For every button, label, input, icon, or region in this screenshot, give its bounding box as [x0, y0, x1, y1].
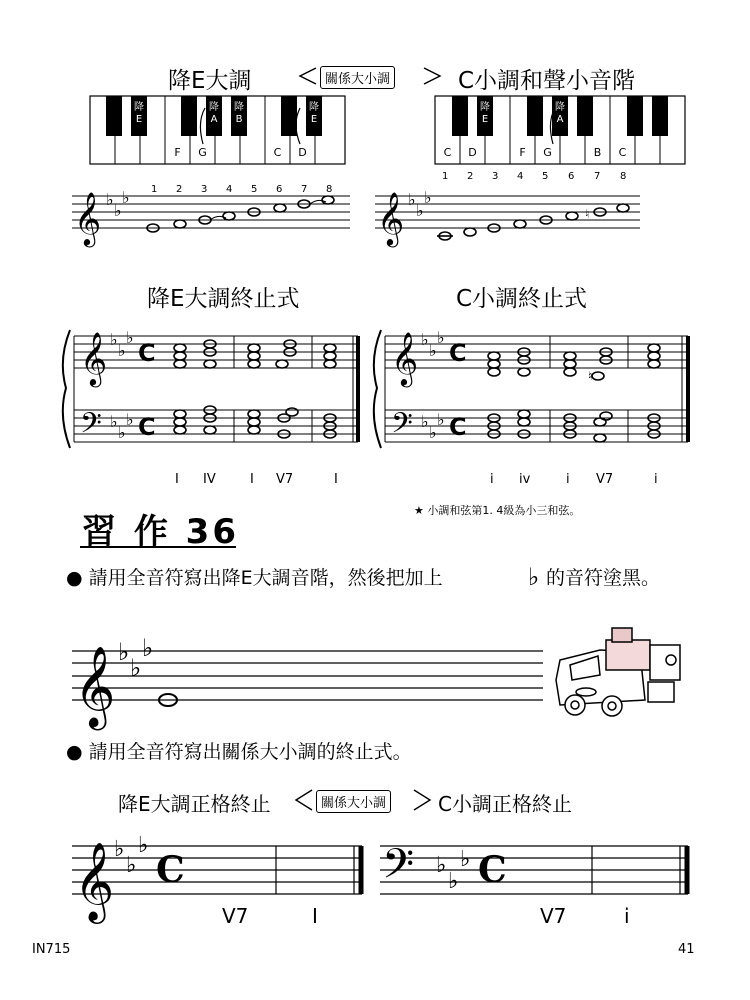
subtitle-c-authentic: C小調正格終止: [438, 792, 572, 816]
roman-right-2: iv: [519, 472, 531, 487]
svg-text:C: C: [138, 339, 156, 367]
relation-tag-top: 關係大小調: [320, 66, 395, 89]
ex-roman-left-2: I: [312, 904, 318, 928]
ex-roman-right-2: i: [624, 904, 630, 928]
exercise-title: 習 作 36: [82, 512, 239, 552]
wk-label-f: F: [174, 146, 181, 159]
bk-label-eb2: 降 E: [309, 102, 319, 125]
scale-num-r5: 5: [542, 171, 549, 182]
scale-notes-right: [437, 204, 629, 240]
wk-r-label-g: G: [543, 146, 552, 159]
svg-text:𝄢: 𝄢: [80, 407, 102, 447]
svg-text:♭: ♭: [126, 328, 134, 347]
wk-r-label-c1: C: [443, 146, 452, 159]
svg-text:𝄢: 𝄢: [391, 407, 413, 447]
svg-text:C: C: [449, 413, 467, 441]
svg-text:♭: ♭: [436, 853, 447, 878]
scale-num-r8: 8: [620, 171, 627, 182]
svg-text:♭: ♭: [142, 634, 154, 662]
scale-num-r7: 7: [594, 171, 601, 182]
scale-num-r6: 6: [568, 171, 575, 182]
scale-num-l2: 2: [176, 184, 183, 195]
svg-text:C: C: [138, 413, 156, 441]
bk-label-bb: 降 B: [234, 102, 244, 125]
svg-text:C: C: [449, 339, 467, 367]
svg-text:C: C: [156, 849, 185, 891]
wk-r-label-d: D: [468, 146, 477, 159]
svg-text:♭: ♭: [421, 330, 429, 349]
bk-label-r-ab: 降 A: [555, 102, 565, 125]
instruction-1: ● 請用全音符寫出降E大調音階，然後把加上: [66, 567, 443, 589]
roman-left-1: I: [175, 472, 179, 487]
svg-text:♭: ♭: [437, 328, 445, 347]
svg-text:𝄞: 𝄞: [80, 331, 108, 385]
scale-num-l4: 4: [226, 184, 233, 195]
svg-text:𝄞: 𝄞: [391, 331, 419, 385]
svg-text:♭: ♭: [448, 869, 459, 894]
scale-num-r2: 2: [467, 171, 474, 182]
subtitle-eb-authentic: 降E大調正格終止: [118, 792, 271, 816]
roman-left-5: I: [334, 472, 338, 487]
exercise-staff-2-right: [380, 846, 688, 894]
title-eb-major: 降E大調: [168, 68, 252, 94]
cadence-title-right: C小調終止式: [456, 286, 588, 312]
svg-text:♮: ♮: [588, 369, 593, 383]
wk-label-c: C: [273, 146, 282, 159]
svg-text:♭: ♭: [114, 837, 125, 862]
wk-r-label-b: B: [593, 146, 602, 159]
svg-text:♭: ♭: [126, 853, 137, 878]
roman-left-3: I: [250, 472, 254, 487]
footer-code: IN715: [32, 942, 71, 957]
wk-r-label-c2: C: [618, 146, 627, 159]
svg-text:𝄢: 𝄢: [382, 840, 415, 898]
wk-label-g: G: [198, 146, 207, 159]
scale-num-r4: 4: [517, 171, 524, 182]
svg-text:♭: ♭: [110, 330, 118, 349]
svg-text:♭: ♭: [118, 341, 126, 360]
svg-text:♭: ♭: [421, 412, 429, 431]
roman-left-4: V7: [276, 472, 294, 487]
roman-left-2: IV: [203, 472, 216, 487]
ex-roman-right-1: V7: [540, 904, 567, 928]
svg-text:♭: ♭: [110, 412, 118, 431]
svg-text:♭: ♭: [126, 410, 134, 429]
title-c-harmonic-minor: C小調和聲小音階: [458, 68, 636, 94]
bk-label-ab: 降 A: [209, 102, 219, 125]
svg-text:♭: ♭: [460, 847, 471, 872]
ex-roman-left-1: V7: [222, 904, 249, 928]
svg-text:♭: ♭: [118, 638, 130, 666]
svg-text:𝄞: 𝄞: [74, 645, 116, 727]
svg-text:𝄞: 𝄞: [74, 842, 115, 921]
svg-text:♭: ♭: [106, 190, 114, 209]
cadence-title-left: 降E大調終止式: [147, 286, 300, 312]
bk-label-r-eb: 降 E: [480, 102, 490, 125]
roman-right-3: i: [566, 472, 570, 487]
wk-r-label-f: F: [519, 146, 526, 159]
svg-text:♭: ♭: [408, 190, 416, 209]
svg-text:♭: ♭: [424, 188, 432, 207]
svg-text:♭: ♭: [114, 201, 122, 220]
svg-text:♭: ♭: [437, 410, 445, 429]
flat-symbol-inline: ♭: [528, 563, 540, 591]
svg-text:♭: ♭: [118, 423, 126, 442]
svg-text:♭: ♭: [429, 423, 437, 442]
roman-right-1: i: [490, 472, 494, 487]
svg-text:♮: ♮: [585, 207, 590, 221]
instruction-2: ● 請用全音符寫出關係大小調的終止式。: [66, 741, 412, 763]
roman-right-4: V7: [596, 472, 614, 487]
truck-illustration: [556, 628, 680, 716]
scale-num-r1: 1: [442, 171, 449, 182]
scale-num-l8: 8: [326, 184, 333, 195]
page-number: 41: [678, 942, 695, 957]
scale-num-l6: 6: [276, 184, 283, 195]
scale-num-l5: 5: [251, 184, 258, 195]
svg-text:♭: ♭: [429, 341, 437, 360]
scale-num-l3: 3: [201, 184, 208, 195]
scale-num-l1: 1: [151, 184, 158, 195]
wk-label-d: D: [298, 146, 307, 159]
cadence-notes-right: [488, 344, 660, 442]
svg-text:C: C: [478, 849, 507, 891]
svg-text:𝄞: 𝄞: [377, 191, 405, 245]
svg-text:♭: ♭: [130, 654, 142, 682]
relation-tag-bottom: 關係大小調: [316, 790, 391, 813]
instruction-1-tail: 的音符塗黑。: [546, 567, 661, 589]
scale-num-l7: 7: [301, 184, 308, 195]
svg-text:♭: ♭: [416, 201, 424, 220]
minor-chord-note: ★ 小調和弦第1. 4級為小三和弦。: [414, 504, 581, 517]
scale-num-r3: 3: [492, 171, 499, 182]
scale-notes-left: [147, 196, 334, 232]
svg-text:♭: ♭: [138, 833, 149, 858]
svg-text:𝄞: 𝄞: [74, 191, 102, 245]
bk-label-eb1: 降 E: [134, 102, 144, 125]
roman-right-5: i: [654, 472, 658, 487]
svg-text:♭: ♭: [122, 188, 130, 207]
